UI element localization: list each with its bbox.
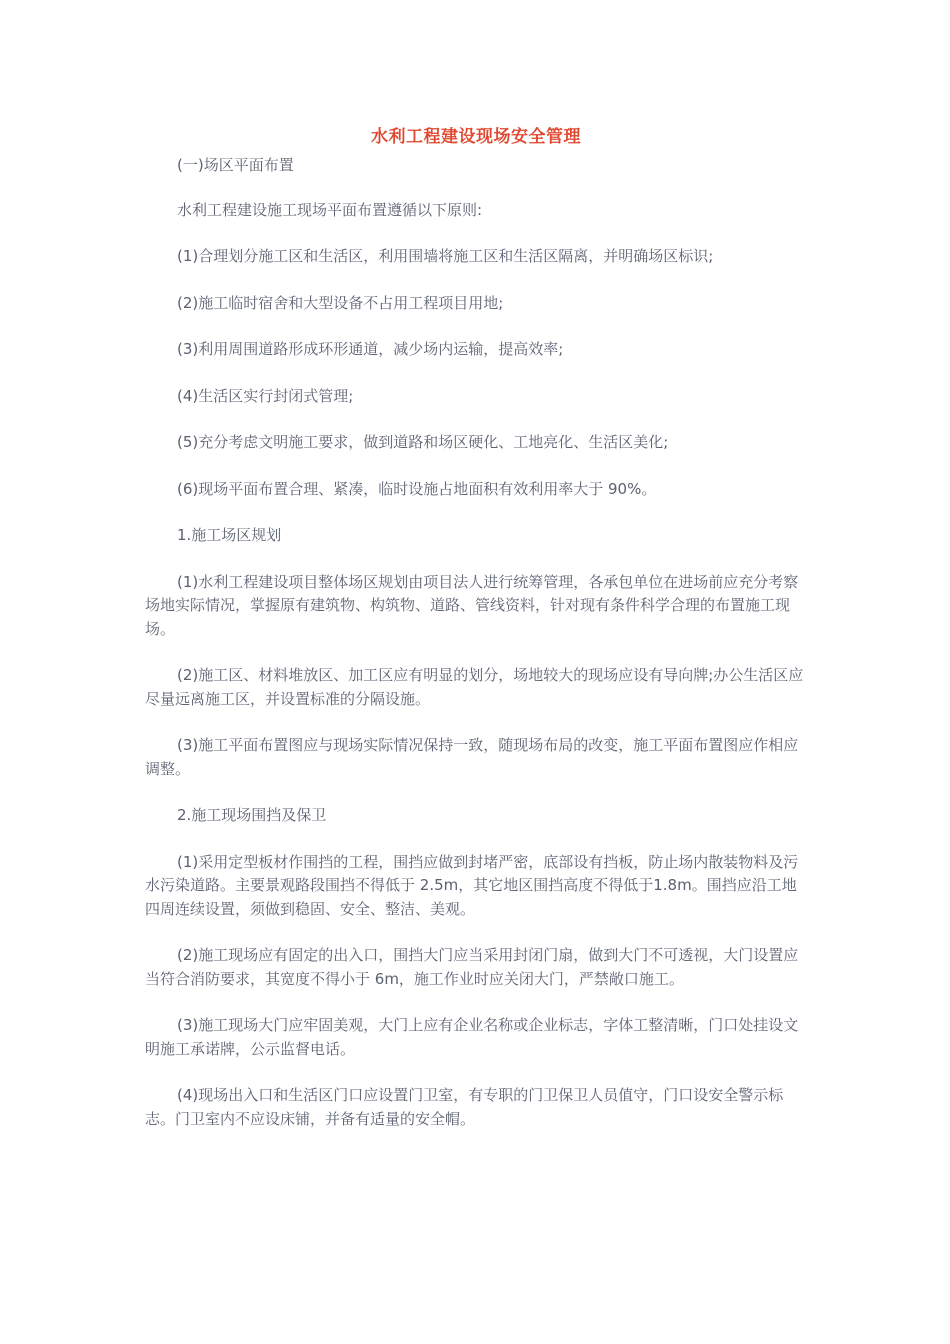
list-item: (2)施工现场应有固定的出入口，围挡大门应当采用封闭门扇，做到大门不可透视，大门设置应当符合消防要求，其宽度不得小于 6m，施工作业时应关闭大门，严禁敞口施工。 [145, 946, 799, 988]
document-title: 水利工程建设现场安全管理 [371, 127, 581, 147]
list-item: (4)现场出入口和生活区门口应设置门卫室，有专职的门卫保卫人员值守，门口设安全警示标志。门卫室内不应设床铺，并备有适量的安全帽。 [145, 1086, 784, 1128]
document-page [145, 122, 807, 1154]
section-heading: (一)场区平面布置 [177, 156, 294, 174]
list-item: (3)施工现场大门应牢固美观，大门上应有企业名称或企业标志，字体工整清晰，门口处挂设文明施工承诺牌，公示监督电话。 [145, 1016, 799, 1058]
list-item: (6)现场平面布置合理、紧凑，临时设施占地面积有效利用率大于 90%。 [177, 479, 657, 498]
list-item: (2)施工区、材料堆放区、加工区应有明显的划分，场地较大的现场应设有导向牌;办公生活区应尽量远离施工区，并设置标准的分隔设施。 [145, 666, 804, 708]
subsection-heading: 2.施工现场围挡及保卫 [177, 806, 327, 824]
list-item: (3)施工平面布置图应与现场实际情况保持一致，随现场布局的改变，施工平面布置图应作相应调整。 [145, 736, 799, 778]
paragraph: 水利工程建设施工现场平面布置遵循以下原则: [177, 200, 483, 219]
subsection-heading: 1.施工场区规划 [177, 526, 282, 544]
list-item: (4)生活区实行封闭式管理; [177, 386, 354, 405]
list-item: (1)合理划分施工区和生活区，利用围墙将施工区和生活区隔离，并明确场区标识; [177, 247, 714, 265]
list-item: (1)水利工程建设项目整体场区规划由项目法人进行统筹管理，各承包单位在进场前应充分考察场地实际情况，掌握原有建筑物、构筑物、道路、管线资料，针对现有条件科学合理的布置施工现场。 [145, 572, 799, 638]
list-item: (5)充分考虑文明施工要求，做到道路和场区硬化、工地亮化、生活区美化; [177, 433, 669, 451]
list-item: (3)利用周围道路形成环形通道，减少场内运输，提高效率; [177, 340, 564, 358]
list-item: (2)施工临时宿舍和大型设备不占用工程项目用地; [177, 293, 504, 312]
list-item: (1)采用定型板材作围挡的工程，围挡应做到封堵严密，底部设有挡板，防止场内散装物料及污水污染道路。主要景观路段围挡不得低于 2.5m，其它地区围挡高度不得低于1.8m。围挡应沿工地四周连续设置，须做到稳固、安全、整洁、美观。 [145, 852, 799, 918]
